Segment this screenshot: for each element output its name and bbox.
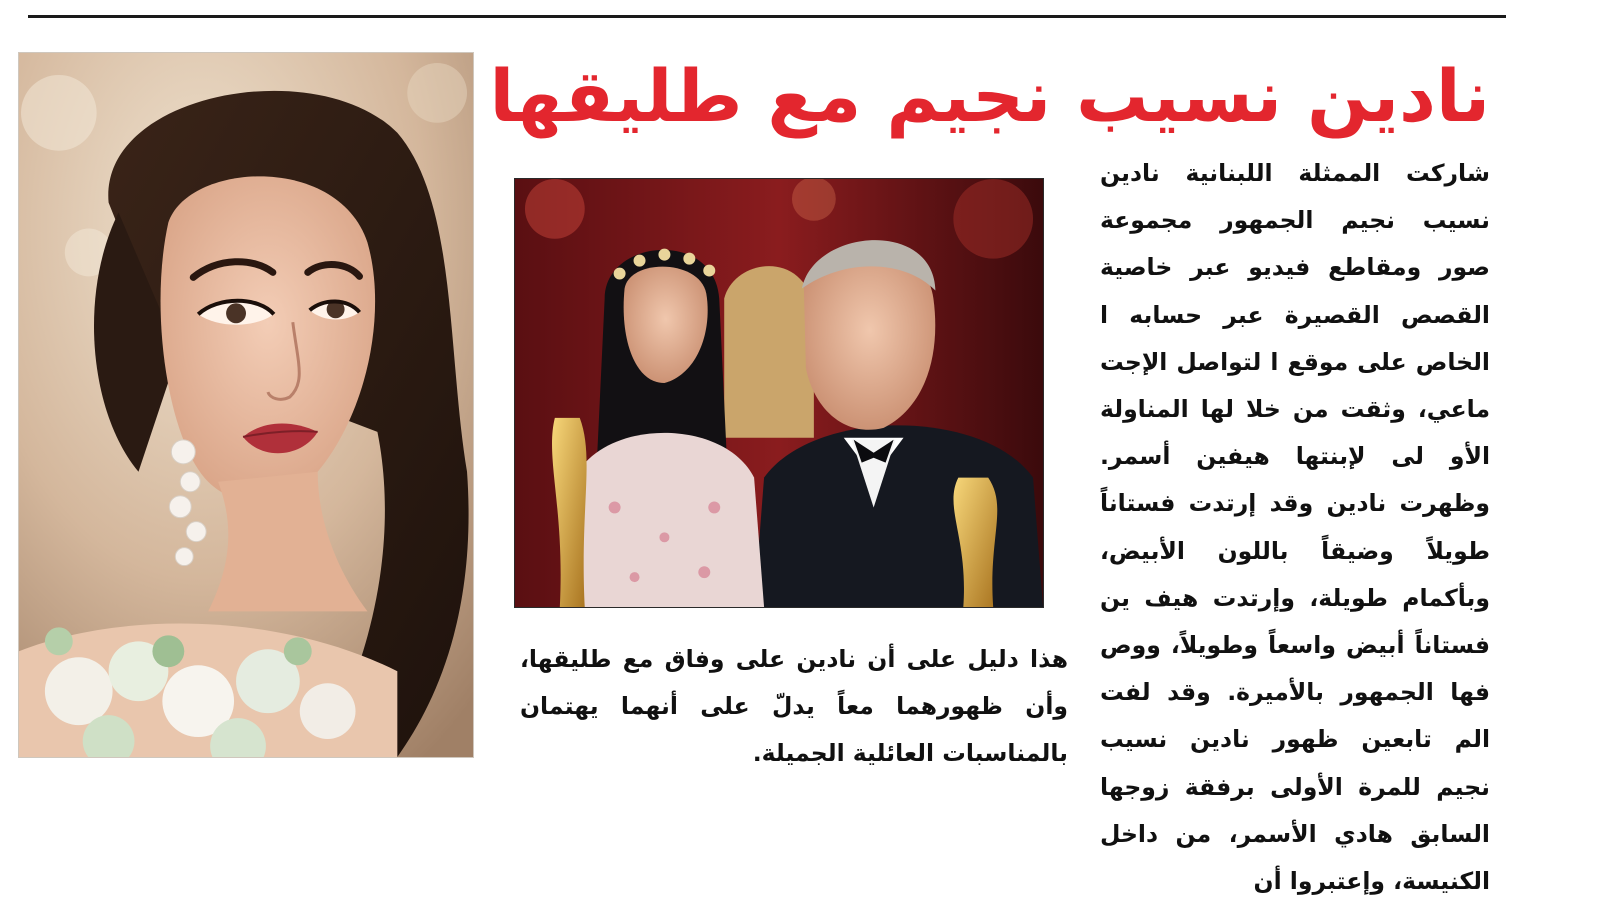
top-rule <box>28 15 1506 18</box>
photo-caption: هذا دليل على أن نادين على وفاق مع طليقها، وأن ظهورهما معاً يدلّ على أنهما يهتمان بالمناسبات العائلية الجميلة. <box>520 645 1068 768</box>
article-body: شاركت الممثلة اللبنانية نادين نسيب نجيم الجمهور مجموعة صور ومقاطع فيديو عبر خاصية القصص القصيرة عبر حسابه ا الخاص على موقع ا لتواصل الإجت ماعي، وثقت من خلا لها المناولة الأو لى لإبنتها هيفين أسمر. وظهرت نادين وقد إرتدت فستاناً طويلاً وضيقاً باللون الأبيض، وبأكمام طويلة، وإرتدت هيف ين فستاناً أبيض واسعاً وطويلاً، ووص فها الجمهور بالأميرة. وقد لفت الم تابعين ظهور نادين نسيب نجيم للمرة الأولى برفقة زوجها السابق هادي الأسمر، من داخل الكنيسة، وإعتبروا أن <box>1100 159 1490 896</box>
portrait-photo <box>18 52 474 758</box>
headline: نادين نسيب نجيم مع طليقها <box>489 54 1490 138</box>
couple-photo <box>514 178 1044 608</box>
